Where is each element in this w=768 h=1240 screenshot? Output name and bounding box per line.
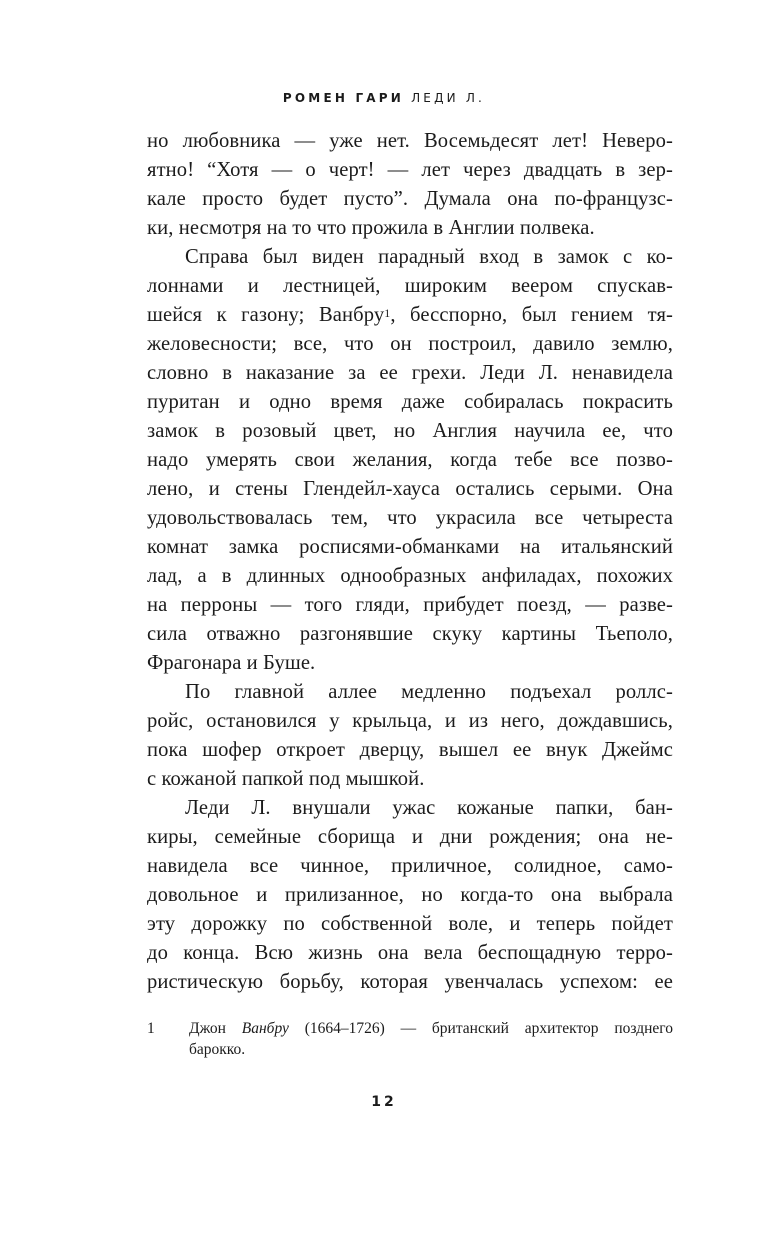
footnote-ref[interactable]: 1 [384,306,391,320]
text-line: киры, семейные сборища и дни рождения; она не- [147,826,673,848]
text-line: Фрагонара и Буше. [147,652,316,674]
text-line: ятно! “Хотя — о черт! — лет через двадцать в зер- [147,159,673,181]
footnote [147,1018,673,1060]
text-line: По главной аллее медленно подъехал роллс- [185,681,673,703]
running-head-title: ЛЕДИ Л. [411,91,486,105]
text-line: с кожаной папкой под мышкой. [147,768,425,790]
text-line: пуритан и одно время даже собиралась покрасить [147,391,673,413]
footnote-italic-name: Ванбру [241,1020,289,1037]
text-line: удовольствовалась тем, что украсила все четыреста [147,507,673,529]
text-line: навидела все чинное, приличное, солидное, само- [147,855,673,877]
text-line: до конца. Всю жизнь она вела беспощадную терро- [147,942,673,964]
text-line: лено, и стены Глендейл-хауса остались серыми. Она [147,478,673,500]
text-line: желовесности; все, что он построил, давило землю, [147,333,673,355]
footnote-line [147,1018,673,1039]
text-line: сила отважно разгонявшие скуку картины Тьеполо, [147,623,673,645]
text-line: довольное и прилизанное, но когда-то она выбрала [147,884,673,906]
text-line: комнат замка росписями-обманками на итальянский [147,536,673,558]
footnote-text: Джон [189,1020,242,1037]
text-fragment: шейся к газону; Ванбру [147,304,385,326]
text-line-with-footnote [147,301,673,330]
text-line: но любовника — уже нет. Восемьдесят лет! Неверо- [147,130,673,152]
page-number: 12 [371,1094,397,1110]
footnote-text: (1664–1726) — британский архитектор позднего [288,1020,673,1037]
text-line: ристическую борьбу, которая увенчалась успехом: ее [147,971,673,993]
text-line: эту дорожку по собственной воле, и теперь пойдет [147,913,673,935]
text-line: Справа был виден парадный вход в замок с ко- [185,246,673,268]
footnote-number: 1 [147,1020,155,1037]
text-fragment: , бесспорно, был гением тя- [390,304,673,326]
footnote-line: барокко. [189,1041,246,1058]
text-line: ки, несмотря на то что прожила в Англии полвека. [147,217,595,239]
text-line: лоннами и лестницей, широким веером спускав- [147,275,673,297]
text-line: пока шофер откроет дверцу, вышел ее внук Джеймс [147,739,673,761]
body-text [147,127,673,997]
text-line: лад, а в длинных однообразных анфиладах, похожих [147,565,673,587]
running-head-author: РОМЕН ГАРИ [282,91,405,105]
text-line: Леди Л. внушали ужас кожаные папки, бан- [185,797,673,819]
text-line: на перроны — того гляди, прибудет поезд, — разве- [147,594,673,616]
text-line: замок в розовый цвет, но Англия научила ее, что [147,420,673,442]
text-line: ройс, остановился у крыльца, и из него, дождавшись, [147,710,673,732]
text-line: кале просто будет пусто”. Думала она по-французс- [147,188,673,210]
running-head [0,91,768,105]
text-line: надо умерять свои желания, когда тебе все позво- [147,449,673,471]
text-line: словно в наказание за ее грехи. Леди Л. ненавидела [147,362,673,384]
